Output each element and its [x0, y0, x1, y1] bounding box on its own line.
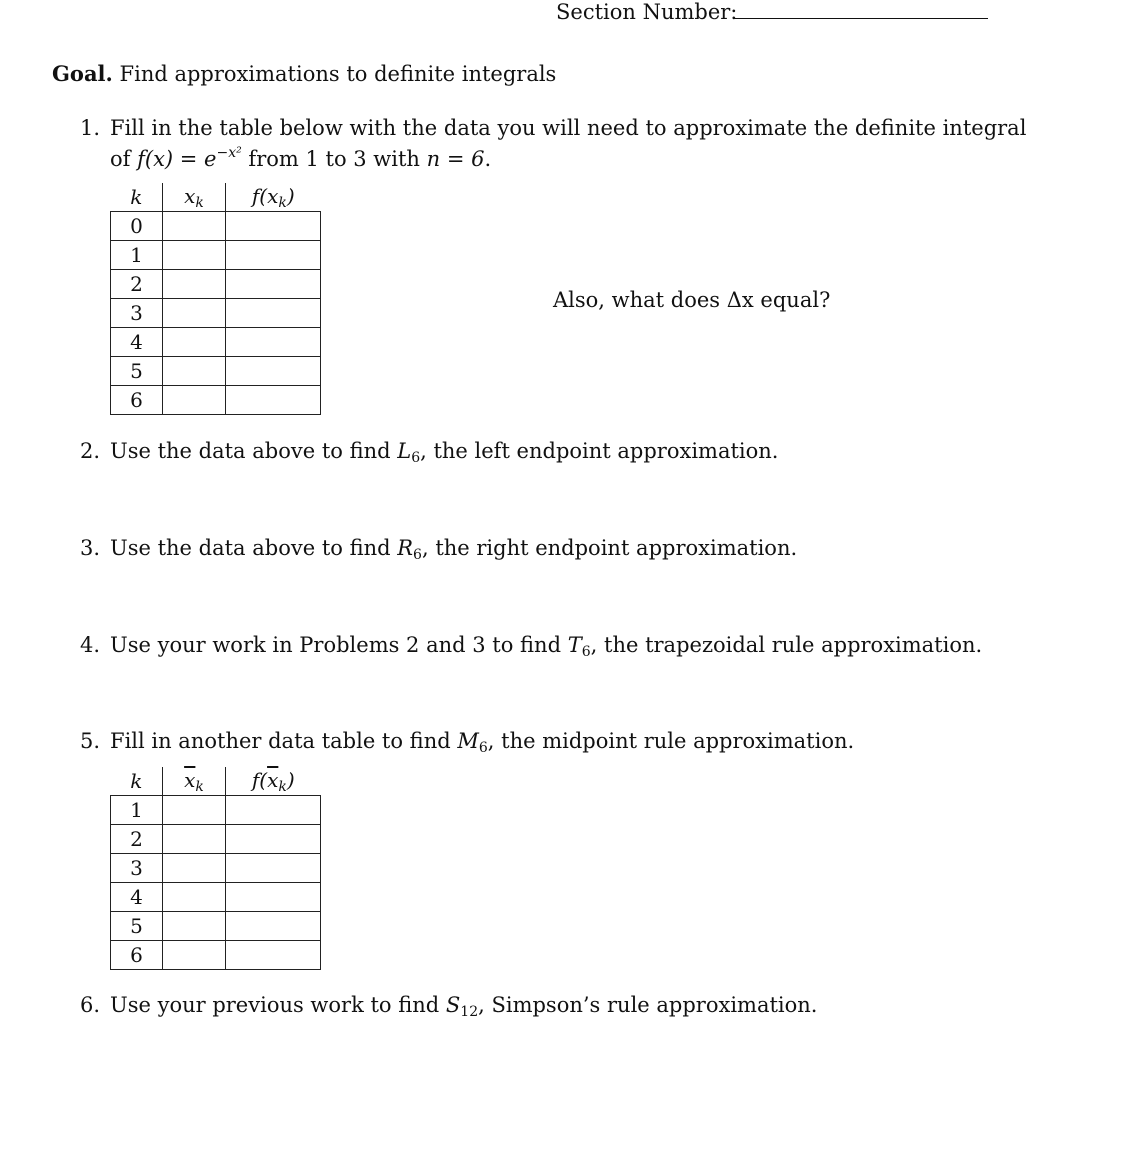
problem-1-period: .	[484, 147, 492, 171]
table-2-k: 6	[111, 941, 163, 970]
problem-4	[80, 633, 982, 660]
table-row	[111, 941, 321, 970]
problem-6-number: 6.	[80, 993, 101, 1017]
table-1-k: 4	[111, 328, 163, 357]
table-2-header-f: f(	[251, 767, 268, 792]
problem-2	[80, 439, 778, 466]
delta-x-question: Also, what does Δx equal?	[553, 288, 831, 312]
table-1-xk-cell[interactable]	[163, 212, 226, 241]
table-1-xk-cell[interactable]	[163, 386, 226, 415]
table-2-fxbar-cell[interactable]	[226, 825, 321, 854]
problem-5-text: Fill in another data table to find	[110, 729, 458, 753]
table-2-header-k: k	[111, 767, 163, 796]
table-1-fxk-cell[interactable]	[226, 386, 321, 415]
table-2-k: 1	[111, 796, 163, 825]
table-1-xk-cell[interactable]	[163, 357, 226, 386]
table-2-k: 3	[111, 854, 163, 883]
table-2-fxbar-cell[interactable]	[226, 854, 321, 883]
problem-4-description: , the trapezoidal rule approximation.	[590, 633, 983, 657]
problem-1-line-2	[110, 145, 491, 171]
problem-3-text: Use the data above to find	[110, 536, 398, 560]
problem-6-text: Use your previous work to find	[110, 993, 446, 1017]
function-definition: f(x) = e	[137, 147, 217, 171]
problem-2-number: 2.	[80, 439, 101, 463]
problem-1-text: Fill in the table below with the data you will need to approximate the definite integral	[110, 116, 1027, 140]
table-1-k: 2	[111, 270, 163, 299]
problem-6	[80, 993, 817, 1020]
problem-2-description: , the left endpoint approximation.	[420, 439, 779, 463]
table-1-k: 1	[111, 241, 163, 270]
table-row	[111, 825, 321, 854]
problem-5	[80, 729, 854, 756]
table-2-xbar-cell[interactable]	[163, 941, 226, 970]
data-table-1	[110, 183, 321, 415]
table-1-fxk-cell[interactable]	[226, 212, 321, 241]
function-exponent: −x²	[216, 145, 242, 161]
table-row	[111, 328, 321, 357]
problem-3-number: 3.	[80, 536, 101, 560]
table-1-k: 6	[111, 386, 163, 415]
table-1-k: 0	[111, 212, 163, 241]
table-2-header-xbar-k	[163, 767, 226, 796]
table-1-header-row	[111, 183, 321, 212]
table-1-fxk-cell[interactable]	[226, 299, 321, 328]
table-1-header-k: k	[111, 183, 163, 212]
table-2-header-f-close: )	[286, 767, 295, 792]
table-row	[111, 241, 321, 270]
problem-6-subscript: 12	[460, 1004, 479, 1020]
problem-3-symbol: R	[397, 536, 414, 560]
problem-4-text: Use your work in Problems 2 and 3 to find	[110, 633, 568, 657]
problem-5-number: 5.	[80, 729, 101, 753]
problem-1-range: from 1 to 3 with	[241, 147, 427, 171]
problem-2-subscript: 6	[411, 450, 421, 466]
table-2-k: 4	[111, 883, 163, 912]
problem-5-description: , the midpoint rule approximation.	[487, 729, 855, 753]
table-1-fxk-cell[interactable]	[226, 270, 321, 299]
problem-1-number: 1.	[80, 116, 101, 140]
problem-4-symbol: T	[567, 633, 582, 657]
table-1-xk-cell[interactable]	[163, 270, 226, 299]
table-1-k: 5	[111, 357, 163, 386]
table-1-header-f-close: )	[286, 183, 295, 208]
problem-5-symbol: M	[457, 729, 479, 753]
goal-text: Find approximations to definite integrals	[119, 62, 557, 86]
table-1-k: 3	[111, 299, 163, 328]
table-row	[111, 854, 321, 883]
table-1-header-f: f(x	[251, 183, 279, 208]
table-1-fxk-cell[interactable]	[226, 241, 321, 270]
table-2-header-xbar: $\overline{x}$	[184, 767, 196, 792]
problem-3-subscript: 6	[413, 547, 422, 563]
table-2-k: 2	[111, 825, 163, 854]
problem-1-n: n = 6	[426, 147, 485, 171]
table-1-header-x: x	[184, 183, 196, 208]
table-1-header-x-sub: k	[195, 194, 204, 211]
problem-5-subscript: 6	[478, 740, 488, 756]
problem-6-symbol: S	[445, 993, 461, 1017]
table-2-xbar-cell[interactable]	[163, 796, 226, 825]
problem-3-description: , the right endpoint approximation.	[421, 536, 798, 560]
table-2-header-f-sub: k	[278, 778, 287, 795]
table-1-xk-cell[interactable]	[163, 328, 226, 357]
table-2-k: 5	[111, 912, 163, 941]
table-row	[111, 270, 321, 299]
goal-statement	[52, 61, 556, 86]
table-1-header-xk	[163, 183, 226, 212]
table-2-fxbar-cell[interactable]	[226, 912, 321, 941]
goal-label: Goal.	[52, 61, 113, 86]
table-1-fxk-cell[interactable]	[226, 357, 321, 386]
table-row	[111, 883, 321, 912]
problem-2-text: Use the data above to find	[110, 439, 398, 463]
problem-1-of: of	[110, 147, 131, 171]
problem-2-symbol: L	[397, 439, 412, 463]
section-number-label: Section Number:	[556, 0, 738, 24]
section-number-blank[interactable]	[734, 18, 988, 19]
table-row	[111, 299, 321, 328]
table-1-xk-cell[interactable]	[163, 241, 226, 270]
data-table-2	[110, 767, 321, 970]
problem-4-number: 4.	[80, 633, 101, 657]
table-2-header-f-xbar: $\overline{x}$	[267, 767, 279, 792]
table-row	[111, 796, 321, 825]
table-2-xbar-cell[interactable]	[163, 825, 226, 854]
table-1-header-f-sub: k	[278, 194, 287, 211]
table-2-header-xbar-sub: k	[195, 778, 204, 795]
table-1-xk-cell[interactable]	[163, 299, 226, 328]
table-2-fxbar-cell[interactable]	[226, 883, 321, 912]
table-2-fxbar-cell[interactable]	[226, 941, 321, 970]
table-2-xbar-cell[interactable]	[163, 854, 226, 883]
table-2-fxbar-cell[interactable]	[226, 796, 321, 825]
problem-4-subscript: 6	[581, 644, 591, 660]
problem-6-description: , Simpson’s rule approximation.	[478, 993, 818, 1017]
table-1-fxk-cell[interactable]	[226, 328, 321, 357]
table-row	[111, 357, 321, 386]
table-2-header-f-xbar-k	[226, 767, 321, 796]
table-row	[111, 386, 321, 415]
problem-1-line-1	[80, 116, 1026, 140]
table-row	[111, 912, 321, 941]
problem-3	[80, 536, 797, 563]
table-2-header-row	[111, 767, 321, 796]
table-2-xbar-cell[interactable]	[163, 883, 226, 912]
table-1-header-fxk	[226, 183, 321, 212]
table-row	[111, 212, 321, 241]
table-2-xbar-cell[interactable]	[163, 912, 226, 941]
